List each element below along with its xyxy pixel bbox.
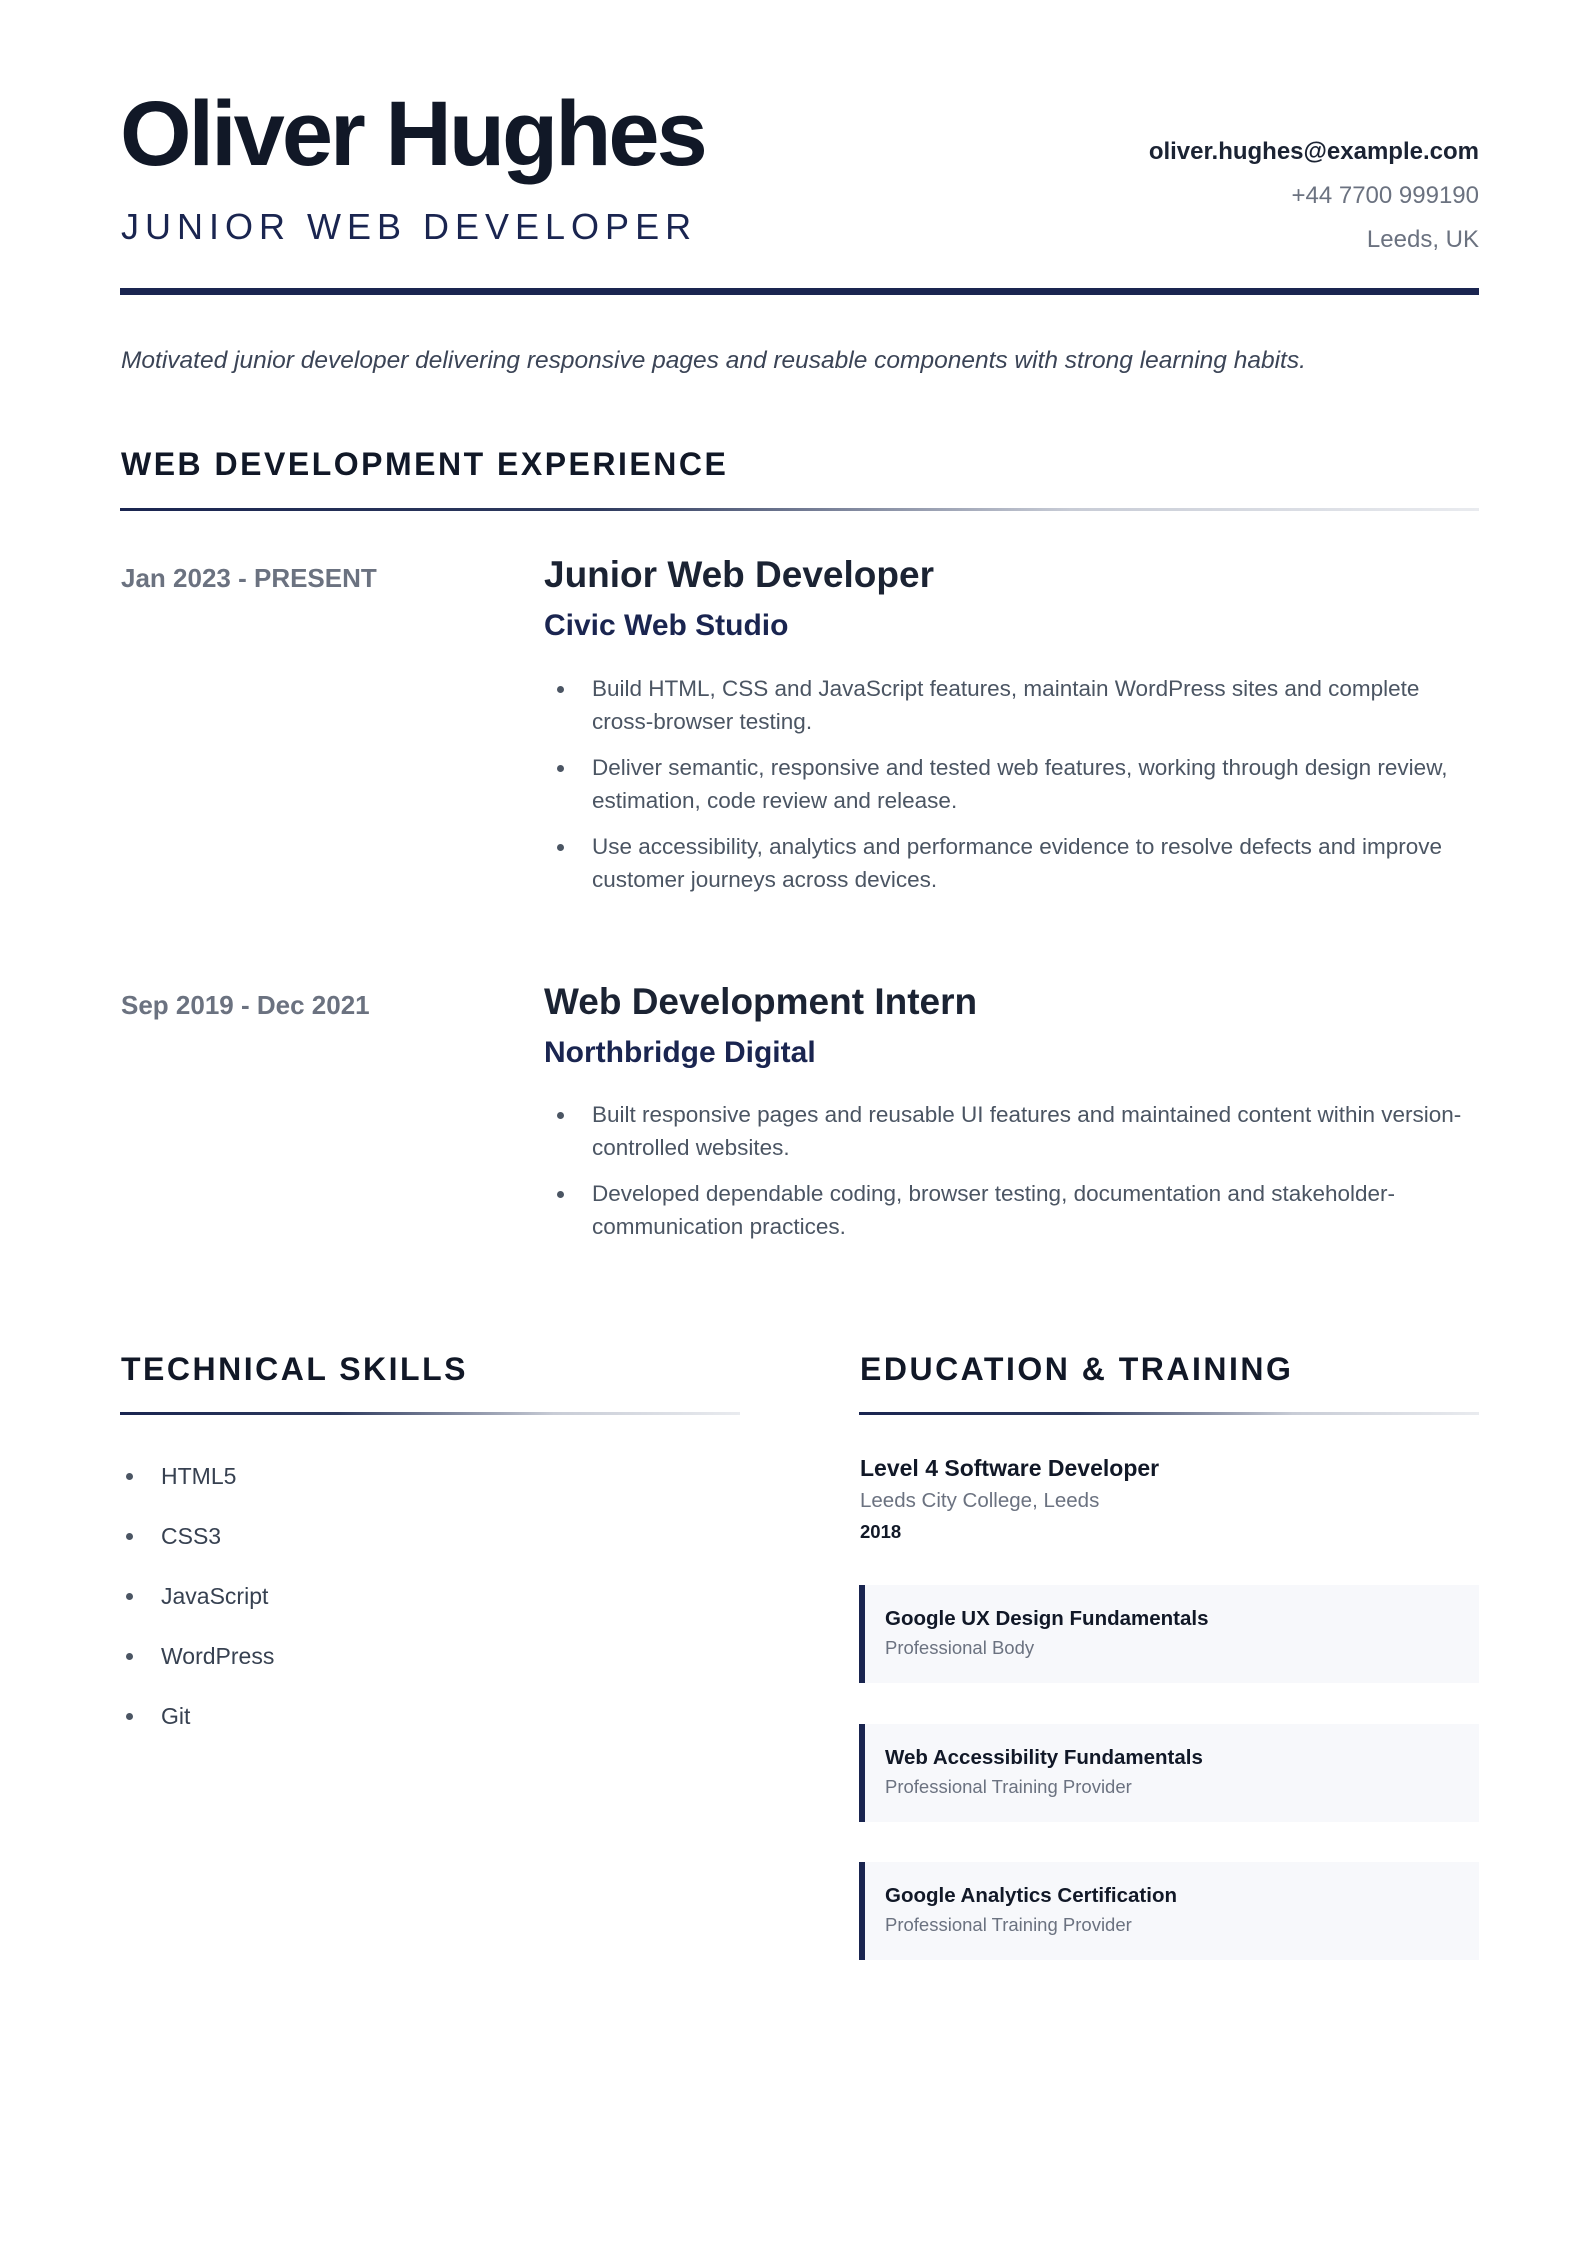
job-bullet: Deliver semantic, responsive and tested web features, working through design review, estimation, code review and release. — [544, 751, 1484, 817]
job-bullet: Developed dependable coding, browser testing, documentation and stakeholder-communication practices. — [544, 1177, 1484, 1243]
summary-text: Motivated junior developer delivering responsive pages and reusable components with strong learning habits. — [121, 347, 1306, 374]
education-school: Leeds City College, Leeds — [860, 1489, 1100, 1512]
job-dates: Sep 2019 - Dec 2021 — [121, 990, 370, 1020]
job-bullets — [544, 1098, 1484, 1256]
education-heading: EDUCATION & TRAINING — [860, 1351, 1294, 1387]
skill-item: CSS3 — [121, 1520, 274, 1580]
skill-item: HTML5 — [121, 1460, 274, 1520]
job-bullet: Build HTML, CSS and JavaScript features, maintain WordPress sites and complete cross-browser testing. — [544, 672, 1484, 738]
certification-issuer: Professional Training Provider — [885, 1776, 1132, 1797]
job-title: Web Development Intern — [544, 981, 978, 1022]
certification-issuer: Professional Training Provider — [885, 1914, 1132, 1935]
education-divider — [859, 1412, 1479, 1415]
skills-heading: TECHNICAL SKILLS — [121, 1351, 468, 1387]
contact-phone: +44 7700 999190 — [1291, 182, 1479, 209]
certification-card — [859, 1585, 1479, 1683]
experience-divider — [120, 508, 1479, 511]
skills-list — [121, 1460, 274, 1760]
job-bullet: Use accessibility, analytics and performance evidence to resolve defects and improve customer journeys across devices. — [544, 830, 1484, 896]
certification-card — [859, 1862, 1479, 1960]
candidate-name: Oliver Hughes — [120, 83, 705, 185]
experience-heading: WEB DEVELOPMENT EXPERIENCE — [121, 446, 729, 482]
job-company: Civic Web Studio — [544, 609, 789, 642]
job-company: Northbridge Digital — [544, 1036, 816, 1069]
education-degree: Level 4 Software Developer — [860, 1455, 1160, 1481]
job-bullet: Built responsive pages and reusable UI features and maintained content within version-controlled websites. — [544, 1098, 1484, 1164]
certification-issuer: Professional Body — [885, 1637, 1035, 1658]
job-title: Junior Web Developer — [544, 554, 934, 595]
contact-email[interactable]: oliver.hughes@example.com — [1148, 138, 1479, 165]
certification-title: Google UX Design Fundamentals — [885, 1607, 1209, 1630]
job-bullets — [544, 672, 1484, 909]
skill-item: Git — [121, 1700, 274, 1760]
skill-item: WordPress — [121, 1640, 274, 1700]
candidate-role: JUNIOR WEB DEVELOPER — [121, 206, 698, 247]
skills-divider — [120, 1412, 740, 1415]
contact-location: Leeds, UK — [1366, 226, 1479, 253]
skill-item: JavaScript — [121, 1580, 274, 1640]
header-divider — [120, 288, 1479, 295]
contact-block — [1149, 130, 1479, 262]
certification-card — [859, 1724, 1479, 1822]
education-year: 2018 — [860, 1521, 902, 1542]
certification-title: Google Analytics Certification — [885, 1884, 1177, 1907]
certification-title: Web Accessibility Fundamentals — [885, 1746, 1203, 1769]
job-dates: Jan 2023 - PRESENT — [121, 563, 377, 593]
